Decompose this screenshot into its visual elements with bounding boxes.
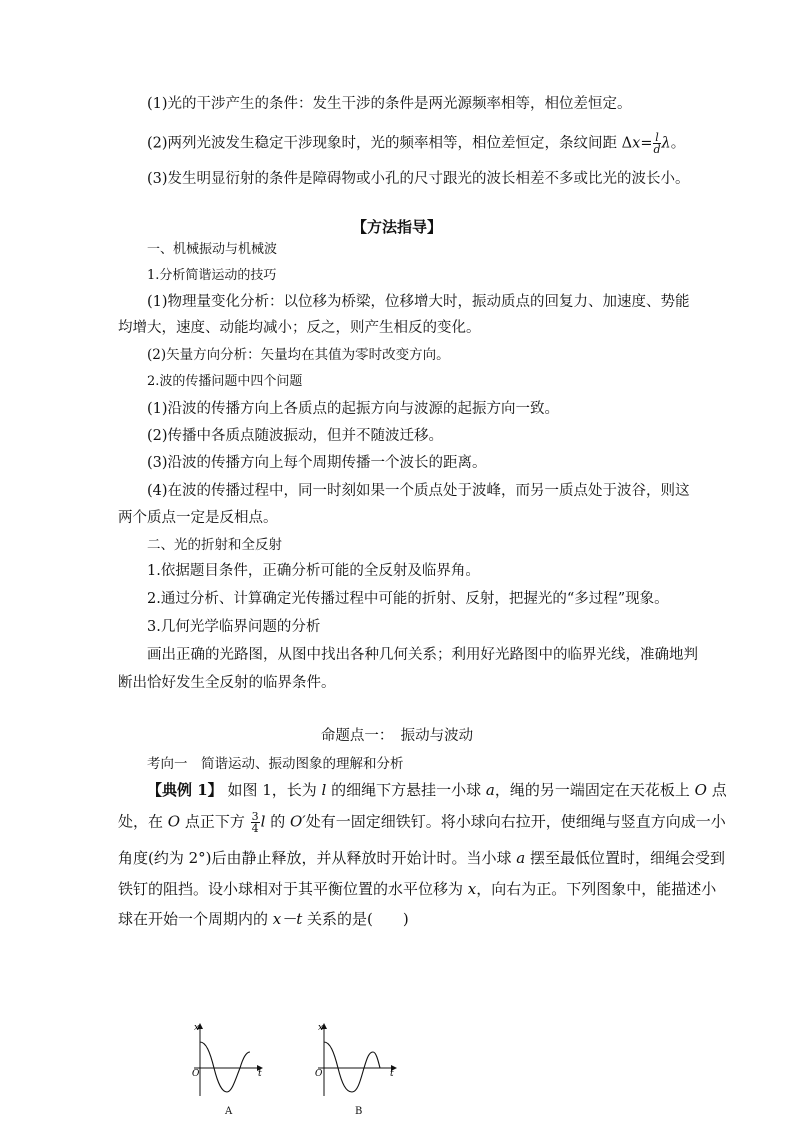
example-line-3: [118, 848, 725, 868]
fraction-denominator: 4: [251, 822, 259, 835]
example-text: 摆至最低位置时，细绳会受到: [525, 849, 726, 867]
wave-item-1: (1)沿波的传播方向上各质点的起振方向与波源的起振方向一致。: [147, 401, 560, 417]
example-line-5: [118, 909, 409, 929]
var-l: l: [321, 781, 327, 799]
light-item-2-end: 。: [670, 135, 686, 152]
three-quarter-fraction: [251, 811, 260, 834]
refraction-item-4b: 断出恰好发生全反射的临界条件。: [118, 675, 336, 691]
wave-item-2: (2)传播中各质点随波振动，但并不随波迁移。: [147, 428, 444, 444]
var-x-t: x－t: [272, 910, 303, 928]
var-O-prime: O′: [290, 812, 306, 831]
light-item-2-eq: =: [640, 135, 653, 152]
example-text: ，绳的另一端固定在天花板上: [494, 781, 695, 799]
example-line-1: [147, 780, 727, 800]
example-text: 球在开始一个周期内的: [118, 910, 273, 928]
light-item-2-text: (2)两列光波发生稳定干涉现象时，光的频率相等，相位差恒定，条纹间距 Δ: [147, 135, 633, 152]
graph-a-label: A: [225, 1106, 233, 1117]
origin-label: O: [192, 1069, 200, 1079]
var-O: O: [694, 781, 707, 799]
method-sub-1: 1.分析简谐运动的技巧: [147, 268, 277, 283]
graph-b-label: B: [355, 1106, 363, 1117]
fraction-numerator: 3: [251, 810, 259, 823]
var-O: O: [167, 812, 181, 831]
method-title: 【方法指导】: [351, 218, 442, 236]
var-x: x: [467, 880, 477, 898]
example-text: 的: [265, 812, 290, 831]
origin-label: O: [315, 1069, 323, 1079]
displacement-curve: [200, 1042, 250, 1092]
var-a: a: [485, 781, 495, 799]
fringe-spacing-fraction: [653, 132, 660, 155]
x-axis-label: t: [258, 1069, 262, 1079]
method-heading-2: 二、光的折射和全反射: [147, 537, 282, 553]
y-axis-label: x: [194, 1023, 200, 1033]
method-p1b: 均增大，速度、动能均减小；反之，则产生相反的变化。: [118, 320, 481, 336]
wave-item-4b: 两个质点一定是反相点。: [118, 510, 278, 526]
method-sub-2: 2.波的传播问题中四个问题: [147, 374, 303, 389]
wave-item-4a: (4)在波的传播过程中，同一时刻如果一个质点处于波峰，而另一质点处于波谷，则这: [147, 483, 690, 499]
x-axis-label: t: [390, 1069, 394, 1079]
example-label: 【典例 1】: [147, 781, 223, 799]
lambda-symbol: λ: [661, 135, 671, 152]
example-text: ，向右为正。下列图象中，能描述小: [476, 880, 717, 898]
example-text: 关系的是( ): [302, 910, 409, 928]
topic-direction: 考向一 简谐运动、振动图象的理解和分析: [147, 756, 404, 772]
example-text: 点正下方: [180, 812, 250, 831]
graph-a: [180, 1018, 270, 1100]
var-a: a: [516, 849, 526, 867]
example-text: 处有一固定细铁钉。将小球向右拉开，使细绳与竖直方向成一小: [305, 812, 726, 831]
topic-title: 命题点一： 振动与波动: [320, 728, 474, 744]
example-line-4: [118, 879, 716, 899]
example-text: 点: [706, 781, 727, 799]
fraction-numerator: l: [655, 131, 659, 144]
example-text: 铁钉的阻挡。设小球相对于其平衡位置的水平位移为: [118, 880, 468, 898]
graph-b: [310, 1018, 400, 1100]
method-heading-1: 一、机械振动与机械波: [147, 242, 278, 257]
example-text: 角度(约为 2°)后由静止释放，并从释放时开始计时。当小球: [118, 849, 517, 867]
example-line-2: [118, 811, 726, 834]
refraction-item-2: 2.通过分析、计算确定光传播过程中可能的折射、反射，把握光的“多过程”现象。: [147, 591, 669, 607]
displacement-curve: [324, 1042, 380, 1092]
example-text: 如图 1，长为: [227, 781, 322, 799]
refraction-item-4a: 画出正确的光路图，从图中找出各种几何关系；利用好光路图中的临界光线，准确地判: [147, 647, 698, 663]
light-item-1: (1)光的干涉产生的条件：发生干涉的条件是两光源频率相等，相位差恒定。: [147, 96, 632, 112]
method-p2: (2)矢量方向分析：矢量均在其值为零时改变方向。: [147, 347, 450, 363]
refraction-item-3: 3.几何光学临界问题的分析: [147, 619, 321, 635]
wave-item-3: (3)沿波的传播方向上每个周期传播一个波长的距离。: [147, 455, 487, 471]
fraction-denominator: d: [653, 143, 661, 156]
y-axis-label: x: [318, 1023, 324, 1033]
refraction-item-1: 1.依据题目条件，正确分析可能的全反射及临界角。: [147, 563, 480, 579]
example-text: 处，在: [118, 812, 168, 831]
example-text: 的细绳下方悬挂一小球: [326, 781, 486, 799]
light-item-2: [147, 132, 685, 155]
var-l: l: [260, 812, 266, 831]
light-item-2-x: x: [632, 135, 641, 152]
light-item-3: (3)发生明显衍射的条件是障碍物或小孔的尺寸跟光的波长相差不多或比光的波长小。: [147, 171, 690, 187]
method-p1a: (1)物理量变化分析：以位移为桥梁，位移增大时，振动质点的回复力、加速度、势能: [147, 294, 690, 310]
